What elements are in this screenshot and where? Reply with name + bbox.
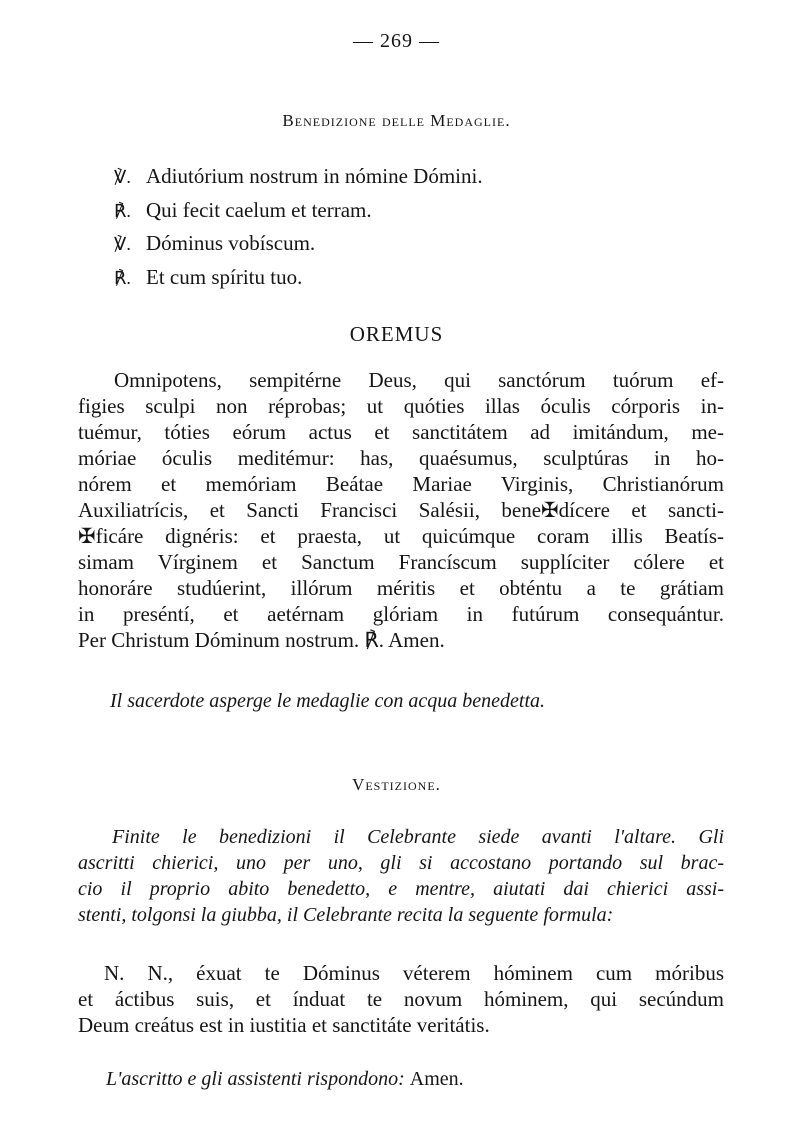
rubric-line: Finite le benedizioni il Celebrante siede avanti l'altare. Gli	[112, 826, 724, 848]
page-number: — 269 —	[353, 30, 440, 52]
prayer-line: Auxiliatrícis, et Sancti Francisci Salésii, bene✠dícere et sancti-	[78, 498, 724, 522]
oremus-heading: OREMUS	[349, 322, 444, 346]
formula-line: et áctibus suis, et índuat te novum hóminem, qui secúndum	[78, 987, 724, 1011]
prayer-line: Omnipotens, sempitérne Deus, qui sanctórum tuórum ef-	[114, 368, 724, 392]
rubric-line: stenti, tolgonsi la giubba, il Celebrante recita la seguente formula:	[78, 904, 614, 926]
section-title-vestizione: Vestizione.	[352, 775, 441, 794]
response-rubric-line	[106, 1068, 464, 1091]
response-rubric: L'ascritto e gli assistenti rispondono:	[106, 1068, 405, 1090]
response-line	[114, 261, 483, 295]
prayer-line: móriae óculis meditémur: has, quaésumus, sculptúras in ho-	[78, 446, 724, 470]
prayer-line: simam Vírginem et Sanctum Francíscum supplíciter cólere et	[78, 550, 724, 574]
prayer-line: tuémur, tóties eórum actus et sanctitátem ad imitándum, me-	[78, 420, 724, 444]
versicle-line	[114, 160, 483, 194]
prayer-line: nórem et memóriam Beátae Mariae Virginis, Christianórum	[78, 472, 724, 496]
response-text: Qui fecit caelum et terram.	[146, 197, 372, 222]
section-title-benedizione: Benedizione delle Medaglie.	[282, 111, 511, 130]
versicle-text: Dóminus vobíscum.	[146, 231, 316, 255]
rubric-line: cio il proprio abito benedetto, e mentre, aiutati dai chierici assi-	[78, 878, 724, 900]
versicle-symbol: ℣.	[114, 234, 131, 254]
prayer-line: ✠ficáre dignéris: et praesta, ut quicúmque coram illis Beatís-	[78, 524, 724, 548]
prayer-line: Per Christum Dóminum nostrum. ℟. Amen.	[78, 628, 445, 652]
response-symbol: ℟.	[114, 200, 131, 221]
versicle-symbol: ℣.	[114, 167, 131, 187]
versicle-text: Adiutórium nostrum in nómine Dómini.	[146, 164, 483, 188]
prayer-line: figies sculpi non réprobas; ut quóties illas óculis córporis in-	[78, 394, 724, 418]
formula-line: Deum creátus est in iustitia et sanctitáte veritátis.	[78, 1013, 490, 1037]
response-line	[114, 194, 483, 228]
prayer-line: in preséntí, et aetérnam glóriam in futúrum consequántur.	[78, 602, 724, 626]
prayer-line: honoráre studúerint, illórum méritis et obténtu a te grátiam	[78, 576, 724, 600]
versicles-list	[114, 160, 483, 294]
response-symbol: ℟.	[114, 267, 131, 288]
versicle-line	[114, 227, 483, 261]
response-text: Et cum spíritu tuo.	[146, 264, 303, 289]
rubric-line: ascritti chierici, uno per uno, gli si accostano portando sul brac-	[78, 852, 724, 874]
response-amen: Amen.	[409, 1068, 464, 1090]
formula-line: N. N., éxuat te Dóminus véterem hóminem cum móribus	[104, 961, 724, 985]
rubric-asperge: Il sacerdote asperge le medaglie con acqua benedetta.	[110, 690, 546, 712]
